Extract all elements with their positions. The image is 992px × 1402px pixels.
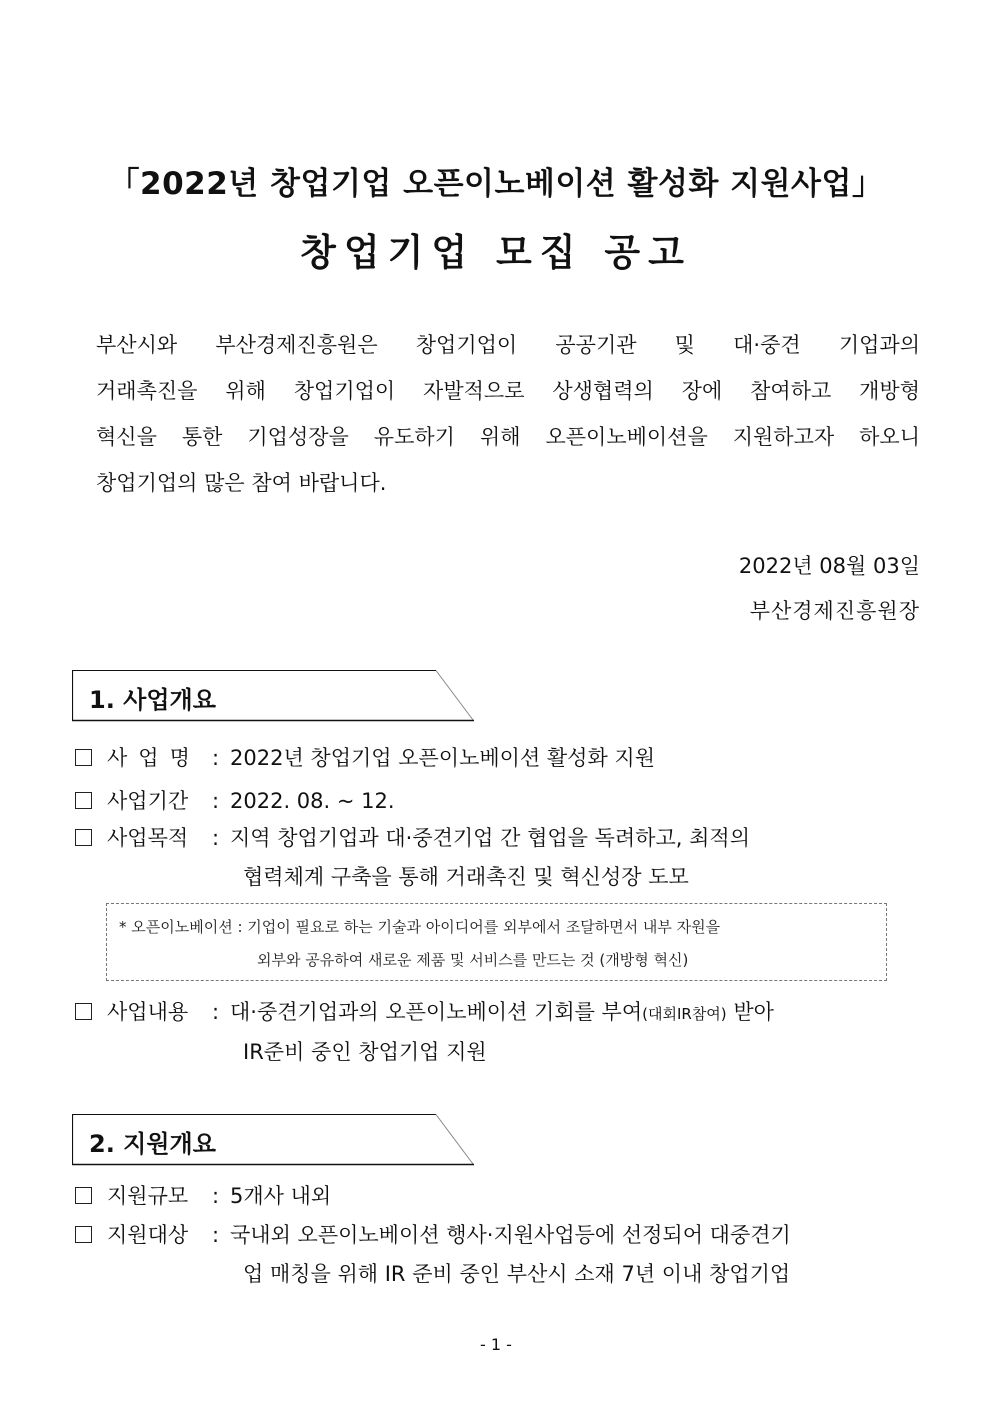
checkbox-icon [75, 749, 92, 766]
checkbox-icon [75, 792, 92, 809]
intro-line: 거래촉진을 위해 창업기업이 자발적으로 상생협력의 장에 참여하고 개방형 [96, 379, 920, 403]
note-line: 외부와 공유하여 새로운 제품 및 서비스를 만드는 것 (개방형 혁신) [257, 951, 689, 969]
item-key: 사업명 [107, 746, 201, 770]
intro-line: 부산시와 부산경제진흥원은 창업기업이 공공기관 및 대·중견 기업과의 [96, 333, 920, 357]
checkbox-icon [75, 1187, 92, 1204]
item-value-note: (대회IR참여) [642, 1005, 727, 1023]
item-key: 지원규모 [107, 1184, 189, 1208]
item-value: 2022. 08. ~ 12. [230, 789, 395, 813]
item-key: 지원대상 [107, 1223, 189, 1247]
section-1-heading [72, 670, 474, 722]
list-item: 지원대상 : 국내외 오픈이노베이션 행사·지원사업등에 선정되어 대중견기 [75, 1219, 791, 1249]
item-value: 대·중견기업과의 오픈이노베이션 기회를 부여 [230, 1000, 643, 1024]
section-2-heading [72, 1114, 474, 1166]
item-key: 사업목적 [107, 826, 189, 850]
checkbox-icon [75, 829, 92, 846]
list-item: 사업목적 : 지역 창업기업과 대·중견기업 간 협업을 독려하고, 최적의 [75, 822, 750, 852]
item-value: 5개사 내외 [230, 1184, 332, 1208]
list-item: 사업내용 : 대·중견기업과의 오픈이노베이션 기회를 부여(대회IR참여) 받아 [75, 996, 774, 1026]
announcement-date: 2022년 08월 03일 [738, 554, 920, 578]
item-value: 받아 [726, 1000, 774, 1024]
checkbox-icon [75, 1226, 92, 1243]
list-item: 사업명 : 2022년 창업기업 오픈이노베이션 활성화 지원 [75, 742, 655, 772]
page-number: - 1 - [480, 1335, 512, 1354]
item-key: 사업기간 [107, 789, 189, 813]
announcement-title: 「2022년 창업기업 오픈이노베이션 활성화 지원사업」 [108, 166, 884, 202]
item-value-continuation: 협력체계 구축을 통해 거래촉진 및 혁신성장 도모 [243, 865, 689, 889]
item-value: 지역 창업기업과 대·중견기업 간 협업을 독려하고, 최적의 [230, 826, 750, 850]
note-line: * 오픈이노베이션 : 기업이 필요로 하는 기술과 아이디어를 외부에서 조달하면서 내부 자원을 [119, 918, 721, 936]
item-value: 국내외 오픈이노베이션 행사·지원사업등에 선정되어 대중견기 [230, 1223, 791, 1247]
section-1-title: 1. 사업개요 [89, 686, 216, 714]
list-item: 지원규모 : 5개사 내외 [75, 1180, 331, 1210]
intro-paragraph [96, 322, 920, 506]
item-value-continuation: IR준비 중인 창업기업 지원 [243, 1040, 487, 1064]
intro-line: 혁신을 통한 기업성장을 유도하기 위해 오픈이노베이션을 지원하고자 하오니 [96, 425, 920, 449]
announcement-subtitle: 창업기업 모집 공고 [300, 231, 692, 274]
list-item: 사업기간 : 2022. 08. ~ 12. [75, 785, 395, 815]
definition-note [106, 903, 887, 981]
intro-line: 창업기업의 많은 참여 바랍니다. [96, 471, 387, 495]
item-value: 2022년 창업기업 오픈이노베이션 활성화 지원 [230, 746, 656, 770]
item-value-continuation: 업 매칭을 위해 IR 준비 중인 부산시 소재 7년 이내 창업기업 [243, 1262, 791, 1286]
item-key: 사업내용 [107, 1000, 189, 1024]
checkbox-icon [75, 1003, 92, 1020]
section-2-title: 2. 지원개요 [89, 1130, 216, 1158]
issuing-organization: 부산경제진흥원장 [749, 599, 920, 623]
